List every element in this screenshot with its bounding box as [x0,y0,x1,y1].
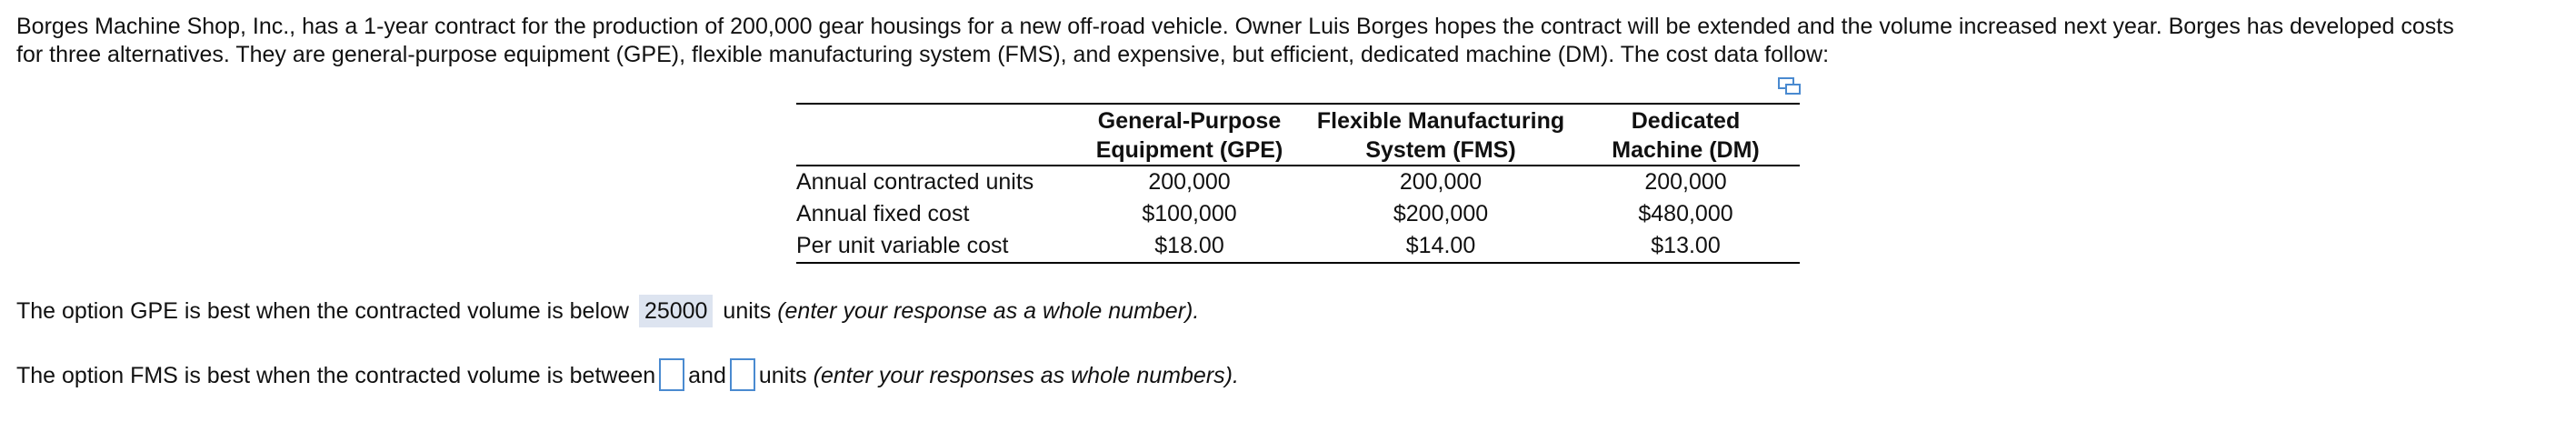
row-label: Per unit variable cost [796,230,1069,263]
header-gpe-line1: General-Purpose [1097,108,1282,134]
question-1-suffix: units [723,298,772,324]
cost-data-table-container [796,103,1800,264]
cell-gpe: $18.00 [1069,230,1310,263]
problem-intro-line-1: Borges Machine Shop, Inc., has a 1-year contract for the production of 200,000 gear housings for a new off-road vehicle. Owner Luis Borges hopes the contract will be extended and the volume increased next year. Borges has developed costs [16,14,2454,39]
cell-fms: $200,000 [1393,201,1489,226]
cell-gpe: 200,000 [1148,169,1231,195]
table-header-dm [1572,104,1800,166]
problem-statement [16,13,2561,69]
cost-data-table [796,103,1800,264]
table-header-fms [1310,104,1572,166]
cell-gpe: $100,000 [1142,201,1237,226]
table-row [796,198,1800,230]
fms-lower-bound-input[interactable] [659,358,684,391]
question-2-connector: and [688,363,726,388]
question-1-prefix: The option GPE is best when the contracted volume is below [16,298,629,324]
question-1 [16,294,1199,328]
question-2-instruction: (enter your responses as whole numbers). [813,363,1239,388]
question-2-suffix: units [758,363,807,388]
copy-table-icon[interactable] [1778,77,1802,95]
row-label: Annual contracted units [796,169,1034,195]
table-header-gpe [1069,104,1310,166]
header-dm-line2: Machine (DM) [1612,137,1760,163]
header-fms-line1: Flexible Manufacturing [1316,108,1565,134]
problem-intro-line-2: for three alternatives. They are general-purpose equipment (GPE), flexible manufacturing system (FMS), and expensive, but efficient, dedicated machine (DM). The cost data follow: [16,42,1830,67]
table-header-blank [796,104,1069,166]
fms-upper-bound-input[interactable] [730,358,755,391]
question-2-prefix: The option FMS is best when the contracted volume is between [16,363,656,388]
cell-dm: $13.00 [1572,230,1800,263]
question-1-instruction: (enter your response as a whole number). [777,298,1200,324]
header-fms-line2: System (FMS) [1365,137,1516,163]
header-gpe-line2: Equipment (GPE) [1095,137,1283,163]
cell-fms: 200,000 [1399,169,1483,195]
gpe-threshold-answer[interactable]: 25000 [639,295,714,327]
cell-fms: $14.00 [1310,230,1572,263]
row-label: Annual fixed cost [796,201,970,226]
question-2 [16,358,1239,393]
table-row [796,166,1800,198]
header-dm-line1: Dedicated [1631,108,1741,134]
cell-dm: 200,000 [1644,169,1727,195]
cell-dm: $480,000 [1638,201,1733,226]
table-row [796,230,1800,263]
